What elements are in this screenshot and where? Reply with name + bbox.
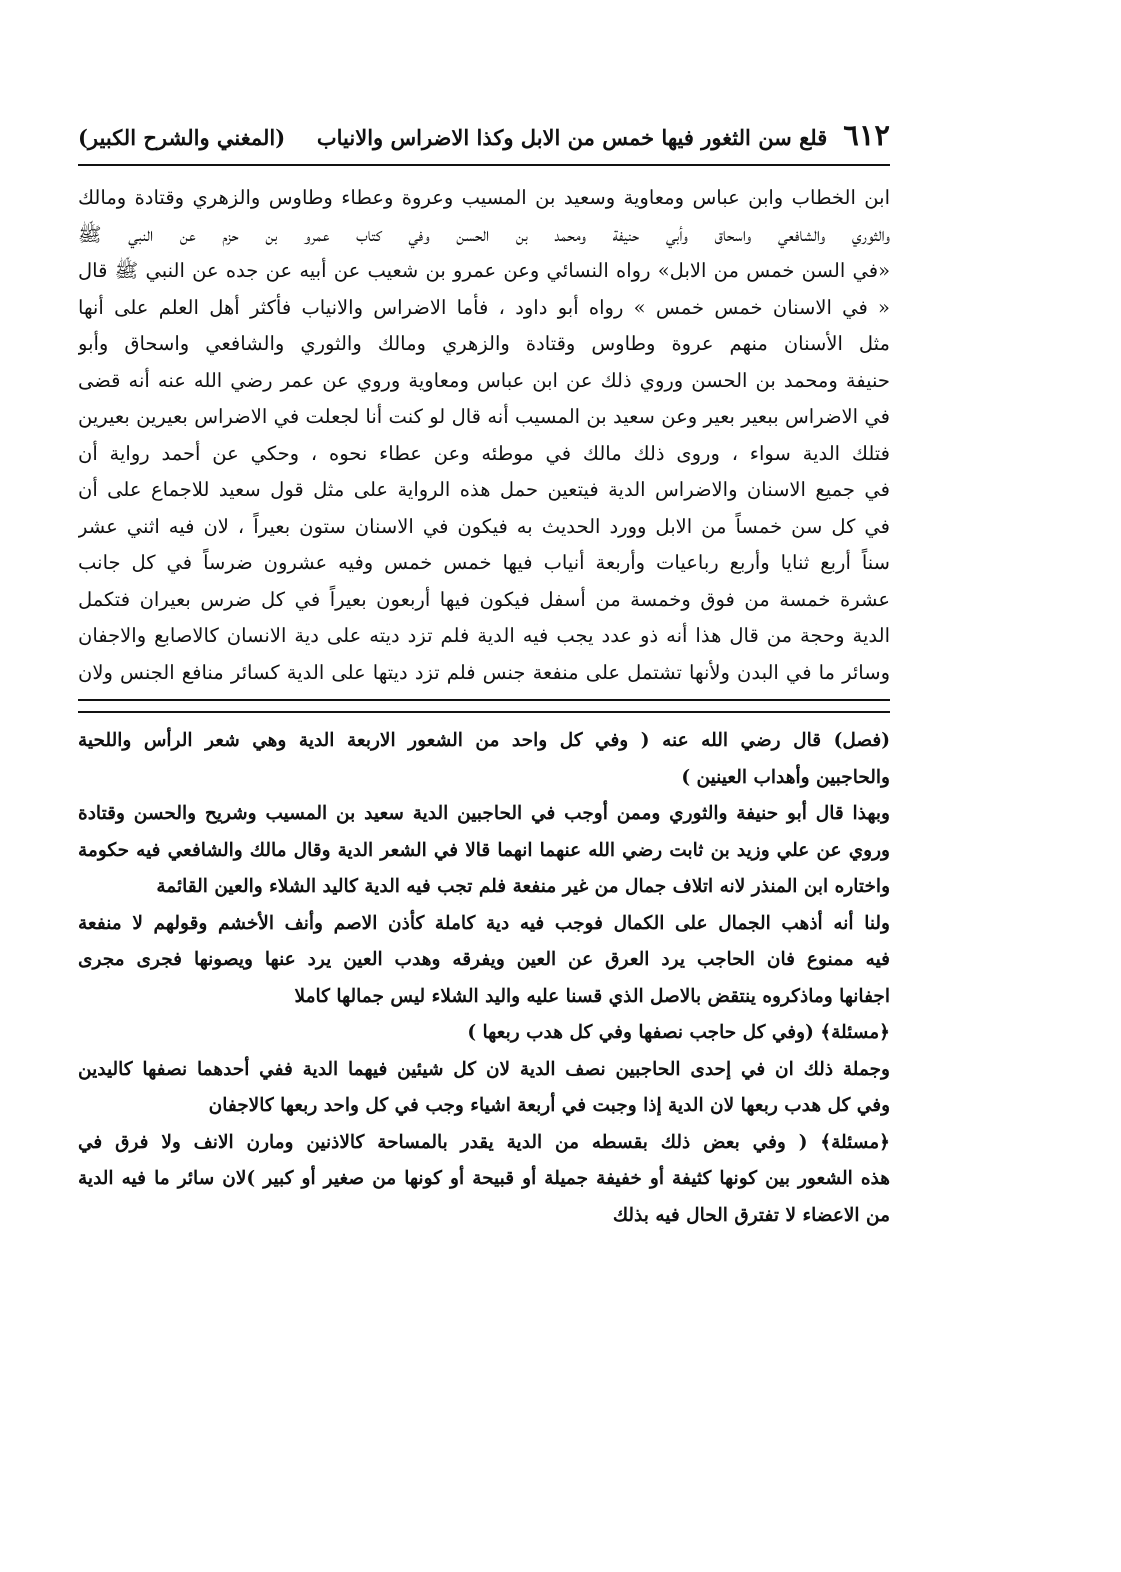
commentary-line: في كل سن خمساً من الابل وورد الحديث به فيكون في الاسنان ستون بعيراً ، لان فيه اثني عشر [78, 514, 890, 538]
matn-line: هذه الشعور بين كونها كثيفة أو خفيفة جميلة أو قبيحة أو كونها من صغير أو كبير )لان سائر ما فيه الدية [78, 1168, 890, 1189]
section-separator [78, 699, 890, 713]
commentary-line: والثوري والشافعي واسحاق وأبي حنيفة ومحمد بن الحسن وفي كتاب عمرو بن حزم عن النبي ﷺ [78, 222, 890, 246]
matn-line: اجفانها وماذكروه ينتقض بالاصل الذي قسنا عليه واليد الشلاء ليس جمالها كاملا [294, 985, 890, 1007]
commentary-line: في الاضراس ببعير بعير وعن سعيد بن المسيب أنه قال لو كنت أنا لجعلت في الاضراس بعيرين بعيرين [78, 405, 890, 428]
matn-line: وجملة ذلك ان في إحدى الحاجبين نصف الدية لان كل شيئين فيهما الدية ففي أحدهما نصفها كاليدين [78, 1058, 890, 1080]
matn-line: وبهذا قال أبو حنيفة والثوري وممن أوجب في الحاجبين الدية سعيد بن المسيب وشريح والحسن وقتادة [78, 803, 890, 824]
matn-line: ولنا أنه أذهب الجمال على الكمال فوجب فيه دية كاملة كأذن الاصم وأنف الأخشم وقولهم لا منفعة [78, 912, 890, 934]
matn-section [78, 723, 890, 1234]
commentary-line: في جميع الاسنان والاضراس الدية فيتعين حمل هذه الرواية على مثل قول سعيد للاجماع على أن [78, 478, 890, 501]
matn-line: (فصل) قال رضي الله عنه ( وفي كل واحد من الشعور الاربعة الدية وهي شعر الرأس واللحية [78, 730, 890, 751]
commentary-line: عشرة خمسة من فوق وخمسة من أسفل فيكون فيها أربعون بعيراً في كل ضرس بعيران فتكمل [78, 587, 890, 611]
matn-line: والحاجبين وأهداب العينين ) [681, 766, 890, 788]
matn-line: وروي عن علي وزيد بن ثابت رضي الله عنهما انهما قالا في الشعر الدية وقال مالك والشافعي فيه حكومة [78, 839, 890, 861]
matn-paragraph [78, 1052, 890, 1125]
matn-line: فيه ممنوع فان الحاجب يرد العرق عن العين ويفرقه وهدب العين يرد عنها ويصونها فجرى مجرى [78, 949, 890, 970]
page-number: ٦١٢ [843, 118, 890, 152]
matn-paragraph [78, 1125, 890, 1235]
matn-line: ﴿مسئلة﴾ (وفي كل حاجب نصفها وفي كل هدب ربعها ) [467, 1022, 890, 1043]
commentary-line: « في الاسنان خمس خمس » رواه أبو داود ، فأما الاضراس والانياب فأكثر أهل العلم على أنها [78, 295, 890, 319]
commentary-line: «في السن خمس من الابل» رواه النسائي وعن عمرو بن شعيب عن أبيه عن جده عن النبي ﷺ قال [78, 259, 890, 282]
commentary-line: ابن الخطاب وابن عباس ومعاوية وسعيد بن المسيب وعروة وعطاء وطاوس والزهري وقتادة ومالك [78, 186, 890, 209]
matn-line: ﴿مسئلة﴾ ( وفي بعض ذلك بقسطه من الدية يقدر بالمساحة كالاذنين ومارن الانف ولا فرق في [78, 1131, 890, 1153]
matn-paragraph [78, 1015, 890, 1052]
commentary-line: وسائر ما في البدن ولأنها تشتمل على منفعة جنس فلم تزد ديتها على الدية كسائر منافع الجنس ولان [78, 660, 890, 684]
header-rule [78, 164, 890, 166]
matn-paragraph [78, 796, 890, 906]
commentary-line: الدية وحجة من قال هذا أنه ذو عدد يجب فيه الدية فلم تزد ديته على دية الانسان كالاصابع والاجفان [78, 624, 890, 647]
matn-paragraph [78, 906, 890, 1016]
book-page [78, 118, 890, 1234]
matn-line: واختاره ابن المنذر لانه اتلاف جمال من غير منفعة فلم تجب فيه الدية كاليد الشلاء والعين القائمة [156, 876, 890, 897]
running-head: قلع سن الثغور فيها خمس من الابل وكذا الاضراس والانياب [316, 125, 828, 150]
matn-line: وفي كل هدب ربعها لان الدية إذا وجبت في أربعة اشياء وجب في كل واحد ربعها كالاجفان [208, 1095, 890, 1116]
matn-line: من الاعضاء لا تفترق الحال فيه بذلك [612, 1204, 890, 1226]
matn-paragraph [78, 723, 890, 796]
commentary-line: فتلك الدية سواء ، وروى ذلك مالك في موطئه وعن عطاء نحوه ، وحكي عن أحمد رواية أن [78, 441, 890, 465]
commentary-line: مثل الأسنان منهم عروة وطاوس وقتادة والزهري ومالك والثوري والشافعي واسحاق وأبو [78, 332, 890, 355]
commentary-section [78, 180, 890, 691]
commentary-line: سناً أربع ثنايا وأربع رباعيات وأربعة أنياب فيها خمس خمس وفيه عشرون ضرساً في كل جانب [78, 551, 890, 574]
commentary-line: حنيفة ومحمد بن الحسن وروي ذلك عن ابن عباس ومعاوية وروي عن عمر رضي الله عنه أنه قضى [78, 368, 890, 392]
page-header [78, 118, 890, 162]
book-title: (المغني والشرح الكبير) [78, 125, 286, 150]
